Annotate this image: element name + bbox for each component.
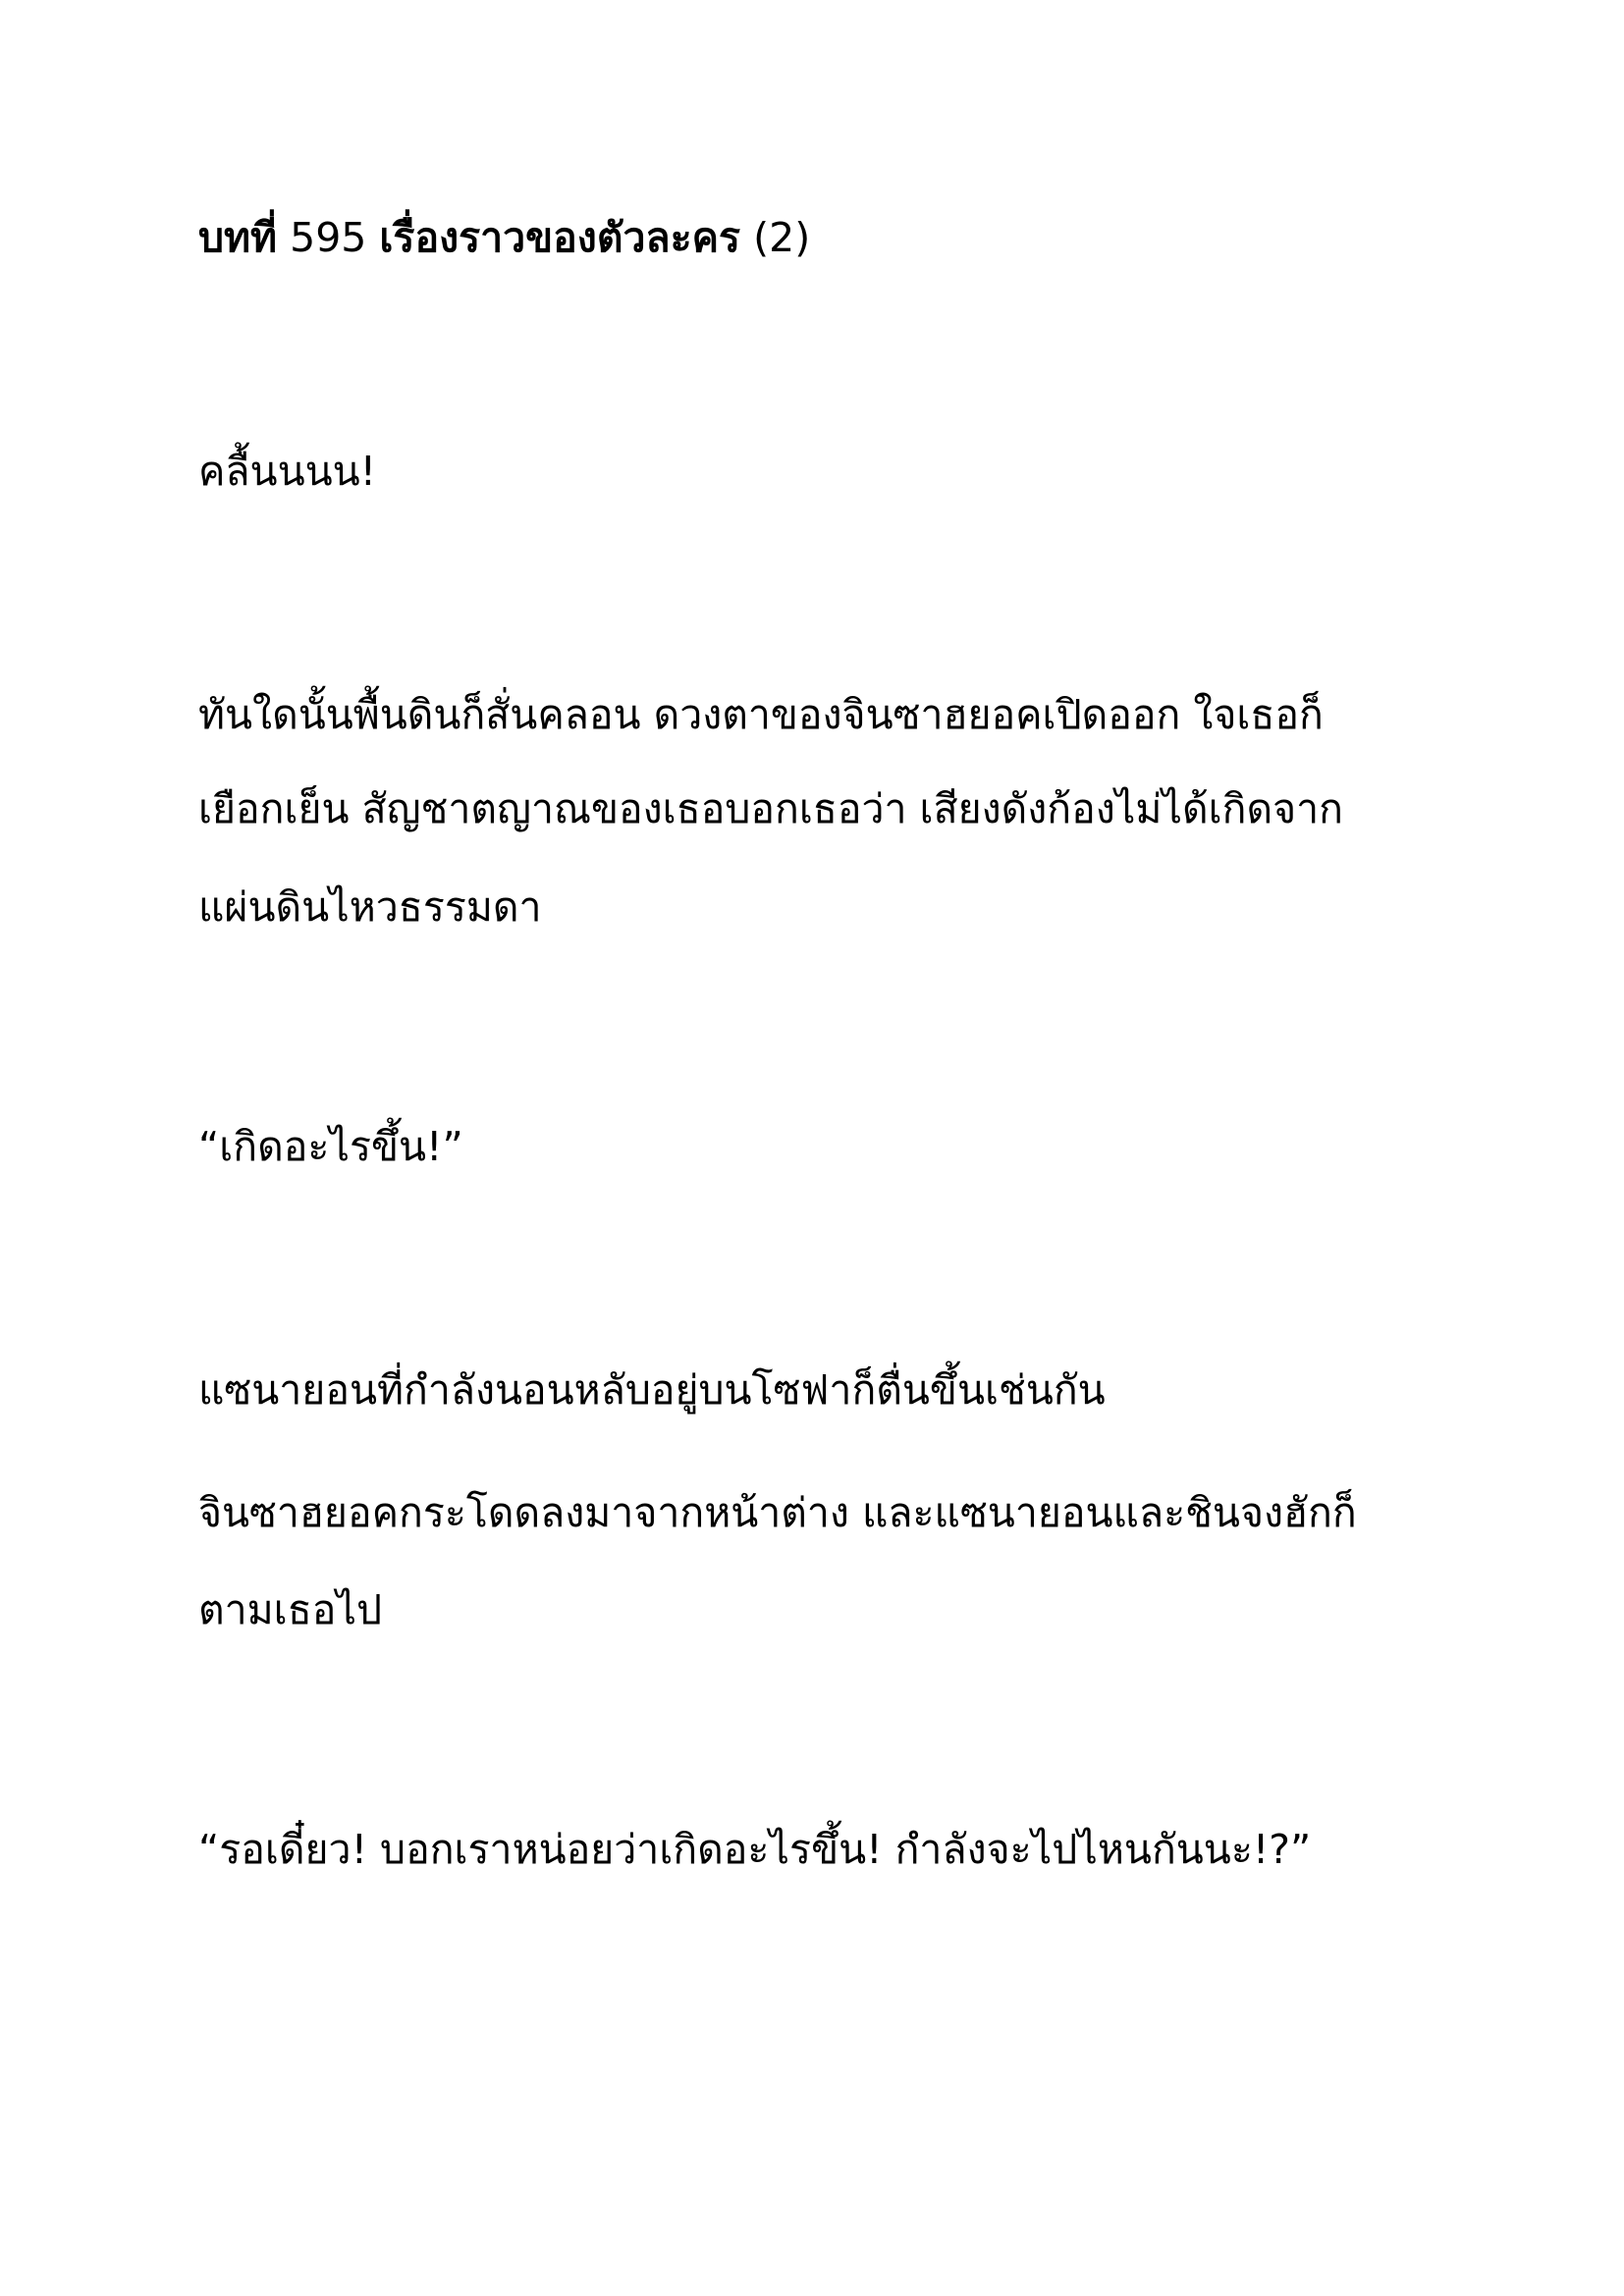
chapter-title-part: (2) xyxy=(740,214,811,261)
chapter-title-number: 595 xyxy=(277,214,380,261)
chapter-title-prefix: บทที่ xyxy=(198,214,278,261)
paragraph-line-3: เยือกเย็น สัญชาตญาณของเธอบอกเธอว่า เสียงดังก้องไม่ได้เกิดจาก xyxy=(198,785,1343,832)
paragraph-line-8: ตามเธอไป xyxy=(198,1586,382,1633)
paragraph-line-2: ทันใดนั้นพื้นดินก็สั่นคลอน ดวงตาของจินซาฮยอคเปิดออก ใจเธอก็ xyxy=(198,691,1324,738)
paragraph-line-6: แซนายอนที่กำลังนอนหลับอยู่บนโซฟาก็ตื่นขึ้นเช่นกัน xyxy=(198,1366,1106,1414)
paragraph-line-7: จินซาฮยอคกระโดดลงมาจากหน้าต่าง และแซนายอนและชินจงฮักก็ xyxy=(198,1489,1357,1536)
paragraph-line-5: “เกิดอะไรขึ้น!” xyxy=(198,1123,463,1170)
paragraph-line-9: “รอเดี๋ยว! บอกเราหน่อยว่าเกิดอะไรขึ้น! กำลังจะไปไหนกันนะ!?” xyxy=(198,1826,1312,1873)
paragraph-line-1: คลื้นนนน! xyxy=(198,448,377,495)
paragraph-line-4: แผ่นดินไหวธรรมดา xyxy=(198,883,542,931)
chapter-title-name: เรื่องราวของตัวละคร xyxy=(379,214,741,261)
chapter-title xyxy=(198,214,811,261)
